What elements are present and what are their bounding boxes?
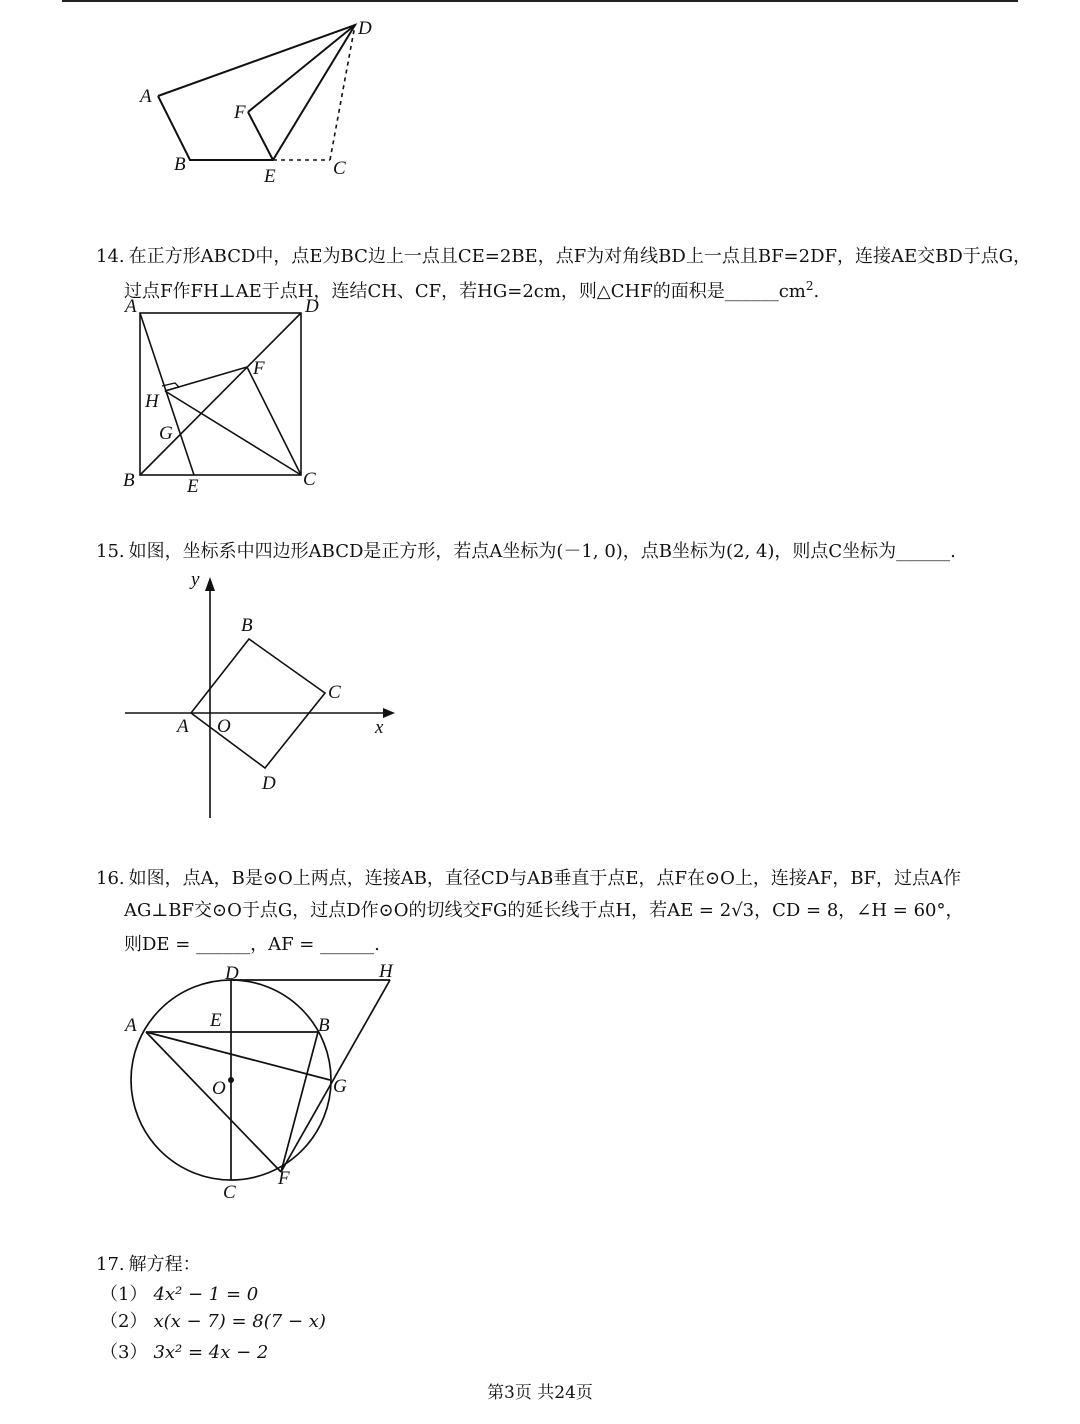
figure-q13 xyxy=(130,12,390,192)
label-C: C xyxy=(333,158,346,179)
label-E: E xyxy=(187,476,199,497)
label-C: C xyxy=(303,469,316,490)
q14-number: 14. xyxy=(96,246,125,267)
q17-item-label: （3） xyxy=(100,1342,148,1363)
q17-item-label: （2） xyxy=(100,1311,148,1332)
label-F: F xyxy=(278,1168,290,1189)
label-B: B xyxy=(123,470,135,491)
q17-equation: 4x² − 1 = 0 xyxy=(153,1284,259,1305)
q17-title-line xyxy=(96,1253,201,1277)
q16-text-1: 如图，点A，B是⊙O上两点，连接AB，直径CD与AB垂直于点E，点F在⊙O上，连接AF，BF，过点A作 xyxy=(128,868,962,889)
label-E: E xyxy=(264,166,276,187)
q14-text-2: 过点F作FH⊥AE于点H，连结CH、CF，若HG=2cm，则△CHF的面积是______cm xyxy=(124,281,806,302)
q17-number: 17. xyxy=(96,1254,125,1275)
q16-line2 xyxy=(124,899,964,923)
label-E: E xyxy=(210,1010,222,1031)
figure-q16 xyxy=(115,960,415,1205)
label-y: y xyxy=(191,569,200,590)
label-A: A xyxy=(140,86,152,107)
label-B: B xyxy=(174,154,186,175)
q16-text-2: AG⊥BF交⊙O于点G，过点D作⊙O的切线交FG的延长线于点H，若AE = 2√3，CD = 8，∠H = 60°， xyxy=(124,900,964,921)
label-A: A xyxy=(177,716,189,737)
q17-item-1 xyxy=(100,1283,258,1307)
q15-number: 15. xyxy=(96,541,125,562)
label-H: H xyxy=(145,391,159,412)
label-A: A xyxy=(125,1015,137,1036)
label-C: C xyxy=(223,1182,236,1203)
label-D: D xyxy=(225,963,239,984)
q16-number: 16. xyxy=(96,868,125,889)
q14-text-3: . xyxy=(813,281,820,302)
q17-equation: x(x − 7) = 8(7 − x) xyxy=(153,1311,326,1332)
label-G: G xyxy=(333,1076,347,1097)
label-B: B xyxy=(241,615,253,636)
label-G: G xyxy=(159,423,173,444)
label-D: D xyxy=(305,296,319,317)
label-O: O xyxy=(217,716,231,737)
q16-line1 xyxy=(96,867,961,891)
q14-line1 xyxy=(96,245,1031,269)
label-H: H xyxy=(379,961,393,982)
label-O: O xyxy=(212,1078,226,1099)
page-footer: 第3页 共24页 xyxy=(487,1383,593,1403)
figure-q14 xyxy=(115,296,335,496)
label-x: x xyxy=(375,717,384,738)
label-A: A xyxy=(125,296,137,317)
figure-q15 xyxy=(115,565,405,830)
q15-line1 xyxy=(96,540,956,564)
label-C: C xyxy=(328,682,341,703)
q16-text-3: 则DE = ______，AF = ______. xyxy=(124,934,380,955)
label-F: F xyxy=(234,102,246,123)
q17-title: 解方程： xyxy=(128,1254,201,1275)
q16-line3 xyxy=(124,933,380,957)
label-D: D xyxy=(262,773,276,794)
label-B: B xyxy=(318,1015,330,1036)
q17-equation: 3x² = 4x − 2 xyxy=(153,1342,269,1363)
q14-unit-sup: 2 xyxy=(805,279,814,293)
label-F: F xyxy=(253,358,265,379)
q15-text: 如图，坐标系中四边形ABCD是正方形，若点A坐标为(－1, 0)，点B坐标为(2, 4)，则点C坐标为______. xyxy=(128,541,956,562)
q17-item-3 xyxy=(100,1341,268,1365)
q17-item-label: （1） xyxy=(100,1284,148,1305)
top-rule xyxy=(62,0,1018,2)
label-D: D xyxy=(358,18,372,39)
q17-item-2 xyxy=(100,1310,326,1334)
q14-text-1: 在正方形ABCD中，点E为BC边上一点且CE=2BE，点F为对角线BD上一点且BF=2DF，连接AE交BD于点G， xyxy=(128,246,1032,267)
